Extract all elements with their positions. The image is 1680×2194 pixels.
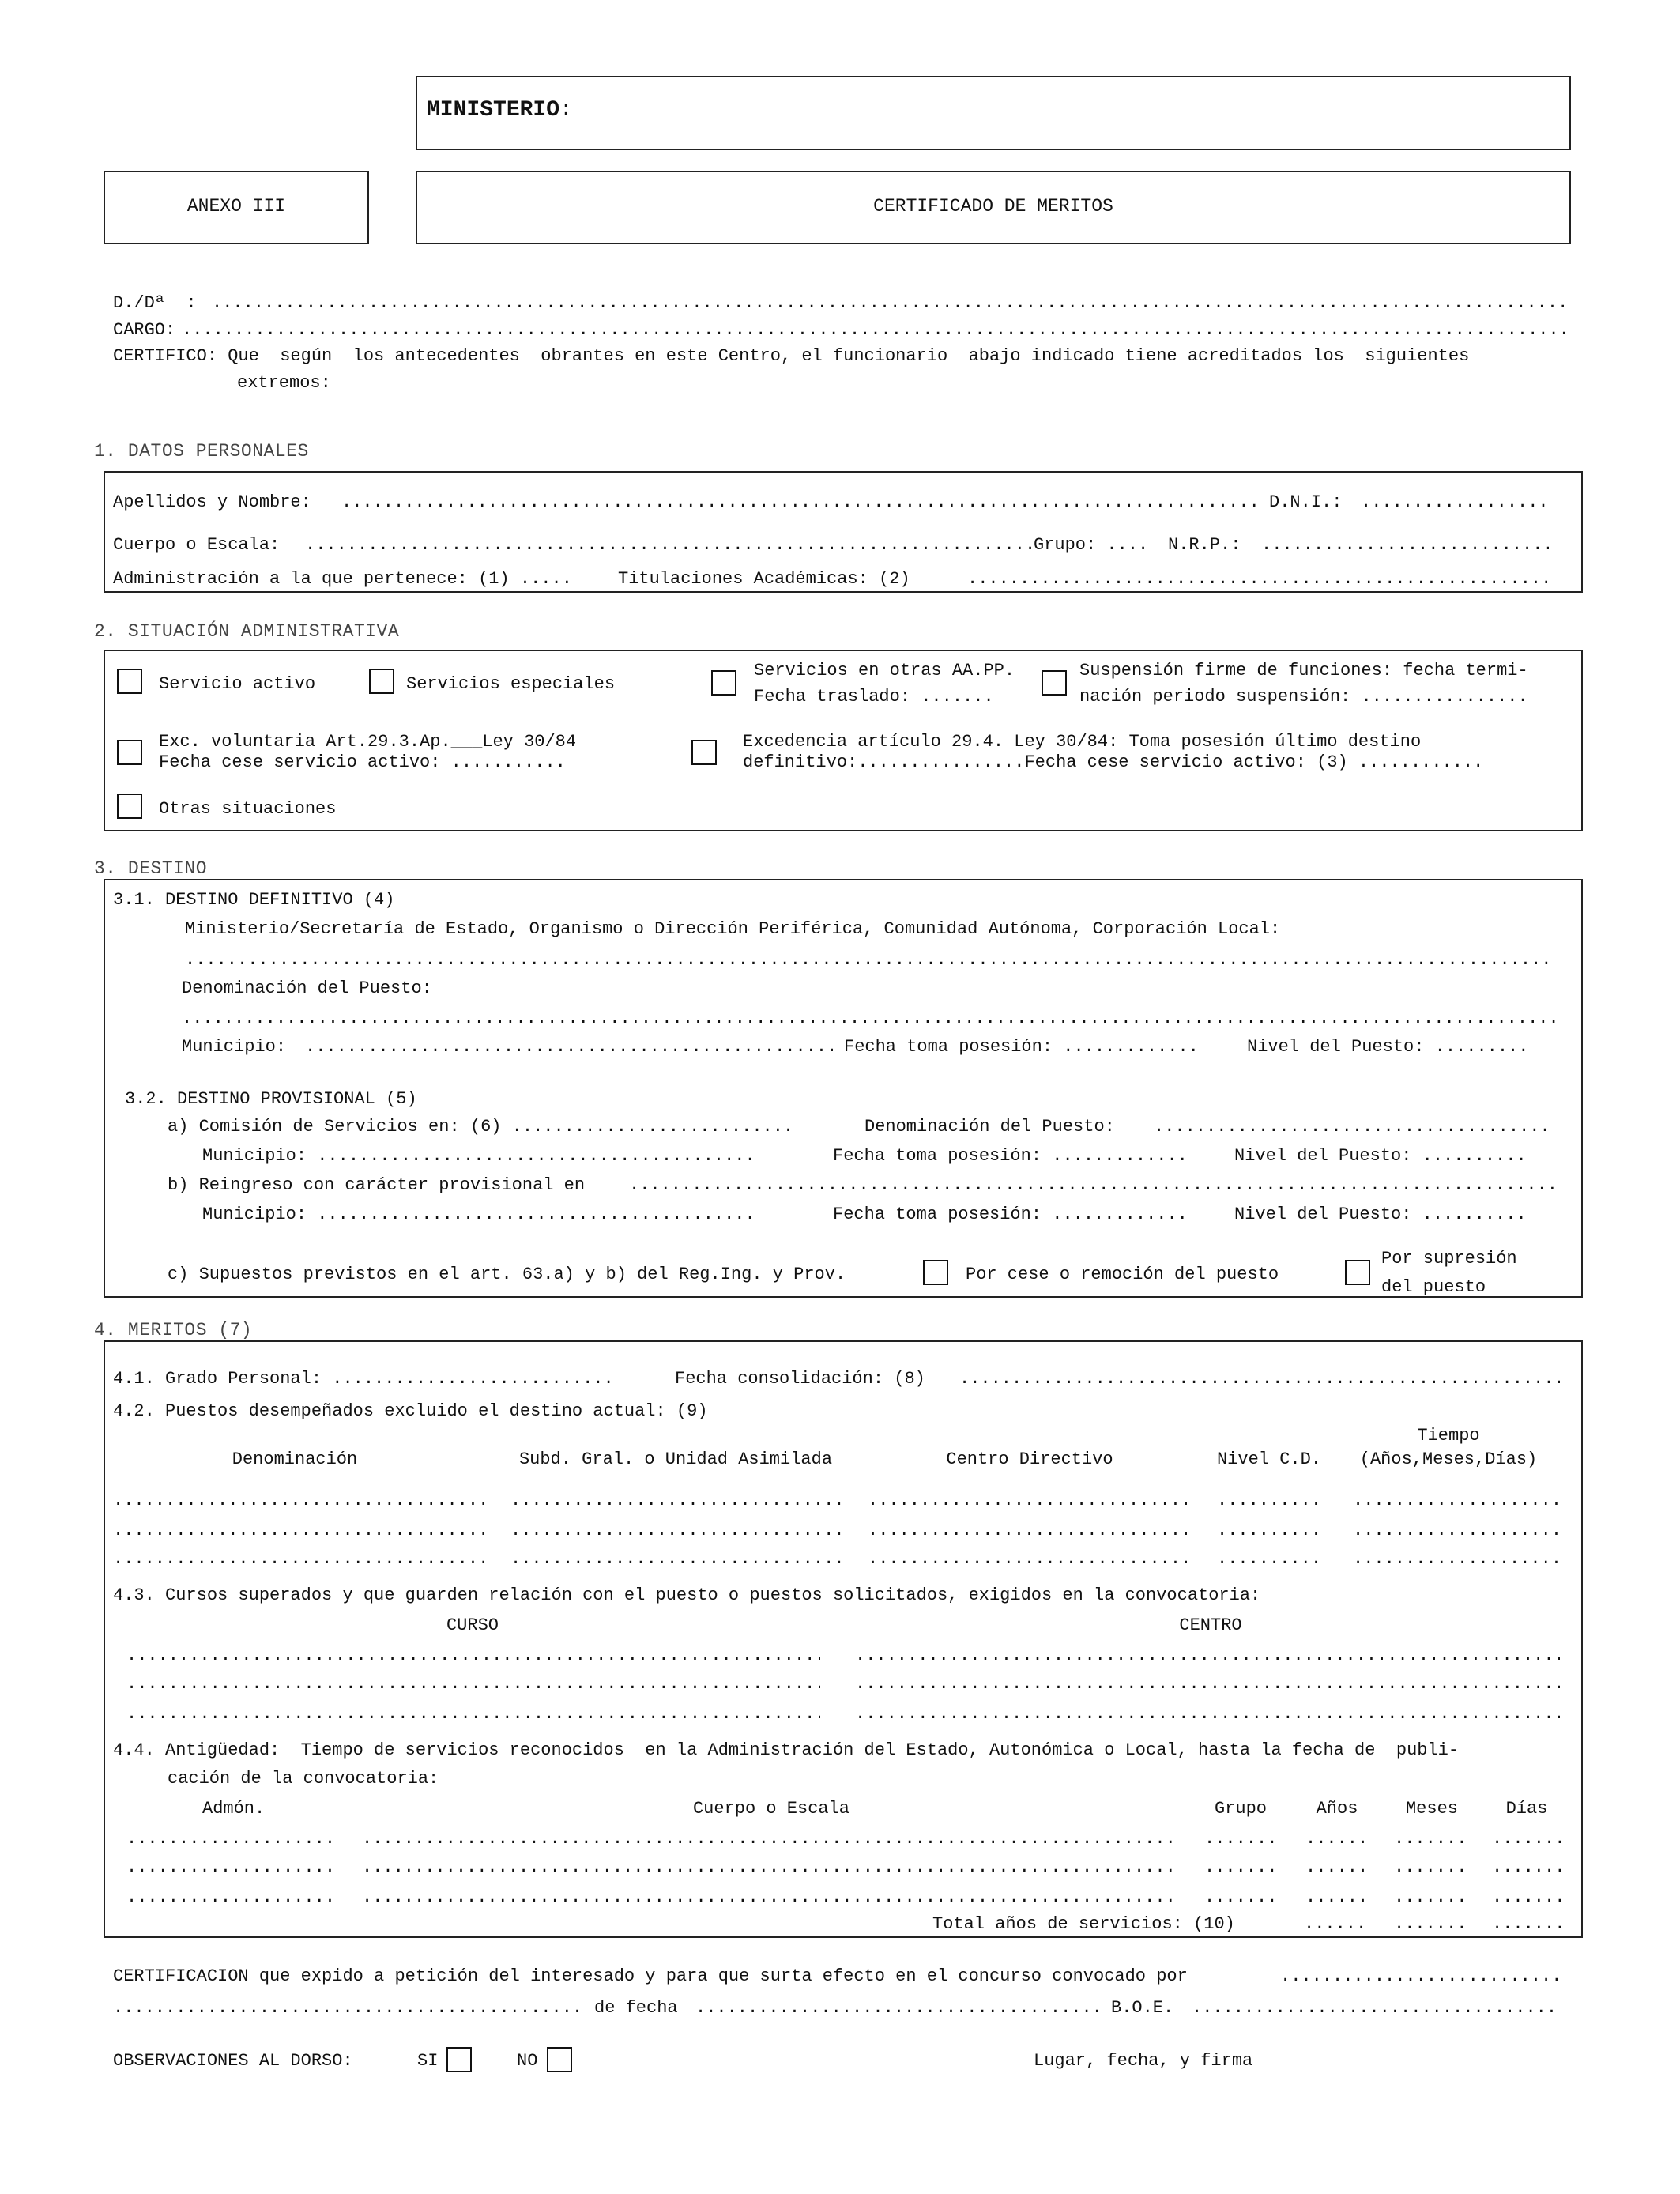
excedencia-checkbox[interactable] xyxy=(691,740,717,765)
cuerpo-label: Cuerpo o Escala: xyxy=(113,535,281,555)
reingreso-label: b) Reingreso con carácter provisional en xyxy=(168,1175,586,1195)
col-admon: Admón. xyxy=(202,1799,266,1819)
total-meses-field[interactable] xyxy=(1394,1916,1470,1933)
fecha-consolidacion-field[interactable] xyxy=(959,1370,1560,1388)
admon-field[interactable] xyxy=(126,1830,338,1848)
puesto-centro-field[interactable] xyxy=(868,1522,1192,1540)
denominacion-field[interactable] xyxy=(182,1010,1560,1027)
col-centro-curso: CENTRO xyxy=(1179,1615,1242,1635)
section-3-title: 3. DESTINO xyxy=(94,858,208,879)
comision-label: a) Comisión de Servicios en: (6) ........................... xyxy=(168,1117,794,1137)
puesto-subd-field[interactable] xyxy=(510,1492,842,1510)
col-denominacion: Denominación xyxy=(232,1449,358,1469)
puesto-subd-field[interactable] xyxy=(510,1522,842,1540)
col-curso: CURSO xyxy=(446,1615,499,1635)
cese-checkbox[interactable] xyxy=(923,1260,948,1285)
puesto-centro-field[interactable] xyxy=(868,1551,1192,1568)
cargo-field[interactable] xyxy=(182,322,1569,339)
puesto-subd-field[interactable] xyxy=(510,1551,842,1568)
destino-provisional-label: 3.2. DESTINO PROVISIONAL (5) xyxy=(125,1089,417,1109)
col-subd: Subd. Gral. o Unidad Asimilada xyxy=(518,1449,833,1469)
cuerpo-escala-field[interactable] xyxy=(362,1830,1179,1848)
excedencia-line1: Excedencia artículo 29.4. Ley 30/84: Toma posesión último destino xyxy=(743,732,1422,752)
destino-definitivo-label: 3.1. DESTINO DEFINITIVO (4) xyxy=(113,890,395,910)
col-dias: Días xyxy=(1505,1799,1548,1819)
section-3-box xyxy=(104,879,1583,1298)
denominacion-label: Denominación del Puesto: xyxy=(182,978,432,998)
col-centro-directivo: Centro Directivo xyxy=(946,1449,1113,1469)
puestos-label: 4.2. Puestos desempeñados excluido el destino actual: (9) xyxy=(113,1401,708,1421)
fecha-toma-label: Fecha toma posesión: ............. xyxy=(844,1037,1199,1057)
section-2-title: 2. SITUACIÓN ADMINISTRATIVA xyxy=(94,621,400,642)
puesto-denominacion-field[interactable] xyxy=(113,1522,484,1540)
municipio-label: Municipio: xyxy=(182,1037,287,1057)
total-dias-field[interactable] xyxy=(1492,1916,1561,1933)
col-anos: Años xyxy=(1316,1799,1358,1819)
exc-voluntaria-checkbox[interactable] xyxy=(117,740,142,765)
titulaciones-field[interactable] xyxy=(967,571,1549,588)
col-cuerpo: Cuerpo o Escala xyxy=(692,1799,850,1819)
cargo-label: CARGO: xyxy=(113,320,176,340)
certifico-line1: CERTIFICO: Que según los antecedentes obrantes en este Centro, el funcionario abajo indicado tiene acreditados los siguientes xyxy=(113,346,1470,366)
si-checkbox[interactable] xyxy=(446,2047,472,2072)
col-nivel: Nivel C.D. xyxy=(1216,1449,1322,1469)
grado-label: 4.1. Grado Personal: ........................... xyxy=(113,1369,614,1389)
administracion-label: Administración a la que pertenece: (1) ..... xyxy=(113,569,572,589)
concurso-field-2[interactable] xyxy=(113,2000,586,2017)
boe-label: B.O.E. xyxy=(1111,1998,1174,2018)
cuerpo-field[interactable] xyxy=(305,537,1032,554)
meses-field[interactable] xyxy=(1394,1830,1470,1848)
puesto-tiempo-field[interactable] xyxy=(1353,1551,1560,1568)
cuerpo-escala-field[interactable] xyxy=(362,1889,1179,1906)
nivel-b-label: Nivel del Puesto: .......... xyxy=(1234,1204,1527,1224)
dni-field[interactable] xyxy=(1361,494,1549,511)
concurso-field[interactable] xyxy=(1280,1968,1560,1985)
col-tiempo-line1: Tiempo xyxy=(1417,1426,1480,1446)
grupo-field[interactable] xyxy=(1204,1830,1279,1848)
de-fecha-label: de fecha xyxy=(594,1998,678,2018)
certificacion-label: CERTIFICACION que expido a petición del interesado y para que surta efecto en el concurso convocado por xyxy=(113,1966,1188,1986)
grupo-label: Grupo: .... xyxy=(1034,535,1149,555)
apellidos-label: Apellidos y Nombre: xyxy=(113,492,311,512)
dd-field[interactable] xyxy=(212,295,1569,312)
meses-field[interactable] xyxy=(1394,1889,1470,1906)
supresion-checkbox[interactable] xyxy=(1345,1260,1370,1285)
servicios-especiales-checkbox[interactable] xyxy=(369,669,394,694)
lugar-fecha-firma: Lugar, fecha, y firma xyxy=(1034,2051,1253,2071)
puesto-denominacion-field[interactable] xyxy=(113,1551,484,1568)
municipio-field[interactable] xyxy=(305,1039,839,1056)
nivel-label: Nivel del Puesto: ......... xyxy=(1247,1037,1529,1057)
suspension-line1: Suspensión firme de funciones: fecha termi- xyxy=(1079,661,1528,680)
supresion-line1: Por supresión xyxy=(1381,1249,1517,1269)
centro-curso-field[interactable] xyxy=(855,1676,1560,1693)
centro-curso-field[interactable] xyxy=(855,1706,1560,1723)
curso-field[interactable] xyxy=(126,1647,820,1664)
puesto-denominacion-field[interactable] xyxy=(113,1492,484,1510)
municipio-a-label: Municipio: .......................................... xyxy=(202,1146,755,1166)
certificado-title: CERTIFICADO DE MERITOS xyxy=(873,196,1113,217)
excedencia-line2: definitivo:................Fecha cese servicio activo: (3) ............ xyxy=(743,752,1484,772)
fecha-consolidacion-label: Fecha consolidación: (8) xyxy=(675,1369,925,1389)
anexo-label: ANEXO III xyxy=(186,196,286,217)
dd-label: D./Dª : xyxy=(113,293,197,313)
otras-situaciones-label: Otras situaciones xyxy=(159,799,337,819)
puesto-centro-field[interactable] xyxy=(868,1492,1192,1510)
section-4-title: 4. MERITOS (7) xyxy=(94,1320,253,1340)
apellidos-field[interactable] xyxy=(341,494,1258,511)
total-anos-field[interactable] xyxy=(1304,1916,1370,1933)
curso-field[interactable] xyxy=(126,1676,820,1693)
puesto-nivel-field[interactable] xyxy=(1217,1492,1323,1510)
grupo-field[interactable] xyxy=(1204,1889,1279,1906)
puesto-tiempo-field[interactable] xyxy=(1353,1492,1560,1510)
certifico-line2: extremos: xyxy=(237,373,331,393)
no-label: NO xyxy=(517,2051,538,2071)
col-tiempo-line2: (Años,Meses,Días) xyxy=(1359,1449,1538,1469)
cursos-label: 4.3. Cursos superados y que guarden relación con el puesto o puestos solicitados, exigidos en la convocatoria: xyxy=(113,1585,1261,1605)
antiguedad-line2: cación de la convocatoria: xyxy=(168,1769,439,1789)
servicio-activo-checkbox[interactable] xyxy=(117,669,142,694)
suspension-line2: nación periodo suspensión: ................ xyxy=(1079,687,1528,707)
nrp-label: N.R.P.: xyxy=(1168,535,1241,555)
dias-field[interactable] xyxy=(1492,1859,1561,1876)
grupo-field[interactable] xyxy=(1204,1859,1279,1876)
municipio-b-label: Municipio: .......................................... xyxy=(202,1204,755,1224)
puesto-nivel-field[interactable] xyxy=(1217,1522,1323,1540)
col-grupo: Grupo xyxy=(1214,1799,1267,1819)
puesto-nivel-field[interactable] xyxy=(1217,1551,1323,1568)
fecha-toma-a-label: Fecha toma posesión: ............. xyxy=(833,1146,1188,1166)
dni-label: D.N.I.: xyxy=(1269,492,1343,512)
supuestos-label: c) Supuestos previstos en el art. 63.a) y b) del Reg.Ing. y Prov. xyxy=(168,1265,846,1284)
reingreso-field[interactable] xyxy=(629,1177,1560,1194)
nivel-a-label: Nivel del Puesto: .......... xyxy=(1234,1146,1527,1166)
puesto-tiempo-field[interactable] xyxy=(1353,1522,1560,1540)
anos-field[interactable] xyxy=(1305,1889,1372,1906)
fecha-field[interactable] xyxy=(695,2000,1100,2017)
admon-field[interactable] xyxy=(126,1889,338,1906)
otras-aapp-line1: Servicios en otras AA.PP. xyxy=(754,661,1015,680)
supresion-line2: del puesto xyxy=(1381,1277,1486,1297)
anos-field[interactable] xyxy=(1305,1830,1372,1848)
exc-voluntaria-line1: Exc. voluntaria Art.29.3.Ap.___Ley 30/84 xyxy=(159,732,577,752)
boe-field[interactable] xyxy=(1192,2000,1560,2017)
nrp-field[interactable] xyxy=(1261,537,1549,554)
ministerio-field[interactable] xyxy=(185,952,1549,969)
antiguedad-line1: 4.4. Antigüedad: Tiempo de servicios reconocidos en la Administración del Estado, Autonómica o Local, hasta la fecha de publi- xyxy=(113,1740,1460,1760)
titulaciones-label: Titulaciones Académicas: (2) xyxy=(618,569,910,589)
cese-label: Por cese o remoción del puesto xyxy=(966,1265,1279,1284)
admon-field[interactable] xyxy=(126,1859,338,1876)
otras-aapp-checkbox[interactable] xyxy=(711,670,736,696)
anos-field[interactable] xyxy=(1305,1859,1372,1876)
suspension-checkbox[interactable] xyxy=(1042,670,1067,696)
ministerio-line: Ministerio/Secretaría de Estado, Organismo o Dirección Periférica, Comunidad Autónoma, Corporación Local: xyxy=(185,919,1281,939)
comision-denominacion-label: Denominación del Puesto: xyxy=(864,1117,1115,1137)
fecha-toma-b-label: Fecha toma posesión: ............. xyxy=(833,1204,1188,1224)
ministerio-box xyxy=(416,76,1571,150)
centro-curso-field[interactable] xyxy=(855,1647,1560,1664)
si-label: SI xyxy=(417,2051,439,2071)
observaciones-label: OBSERVACIONES AL DORSO: xyxy=(113,2051,353,2071)
col-meses: Meses xyxy=(1405,1799,1458,1819)
comision-denominacion-field[interactable] xyxy=(1154,1118,1549,1136)
dias-field[interactable] xyxy=(1492,1830,1561,1848)
exc-voluntaria-line2: Fecha cese servicio activo: ........... xyxy=(159,752,566,772)
dias-field[interactable] xyxy=(1492,1889,1561,1906)
section-1-title: 1. DATOS PERSONALES xyxy=(94,441,309,462)
ministerio-label: MINISTERIO: xyxy=(427,98,573,123)
no-checkbox[interactable] xyxy=(547,2047,572,2072)
servicios-especiales-label: Servicios especiales xyxy=(406,674,616,694)
meses-field[interactable] xyxy=(1394,1859,1470,1876)
cuerpo-escala-field[interactable] xyxy=(362,1859,1179,1876)
otras-aapp-line2: Fecha traslado: ....... xyxy=(754,687,994,707)
servicio-activo-label: Servicio activo xyxy=(159,674,316,694)
curso-field[interactable] xyxy=(126,1706,820,1723)
total-label: Total años de servicios: (10) xyxy=(932,1914,1235,1934)
otras-situaciones-checkbox[interactable] xyxy=(117,794,142,819)
